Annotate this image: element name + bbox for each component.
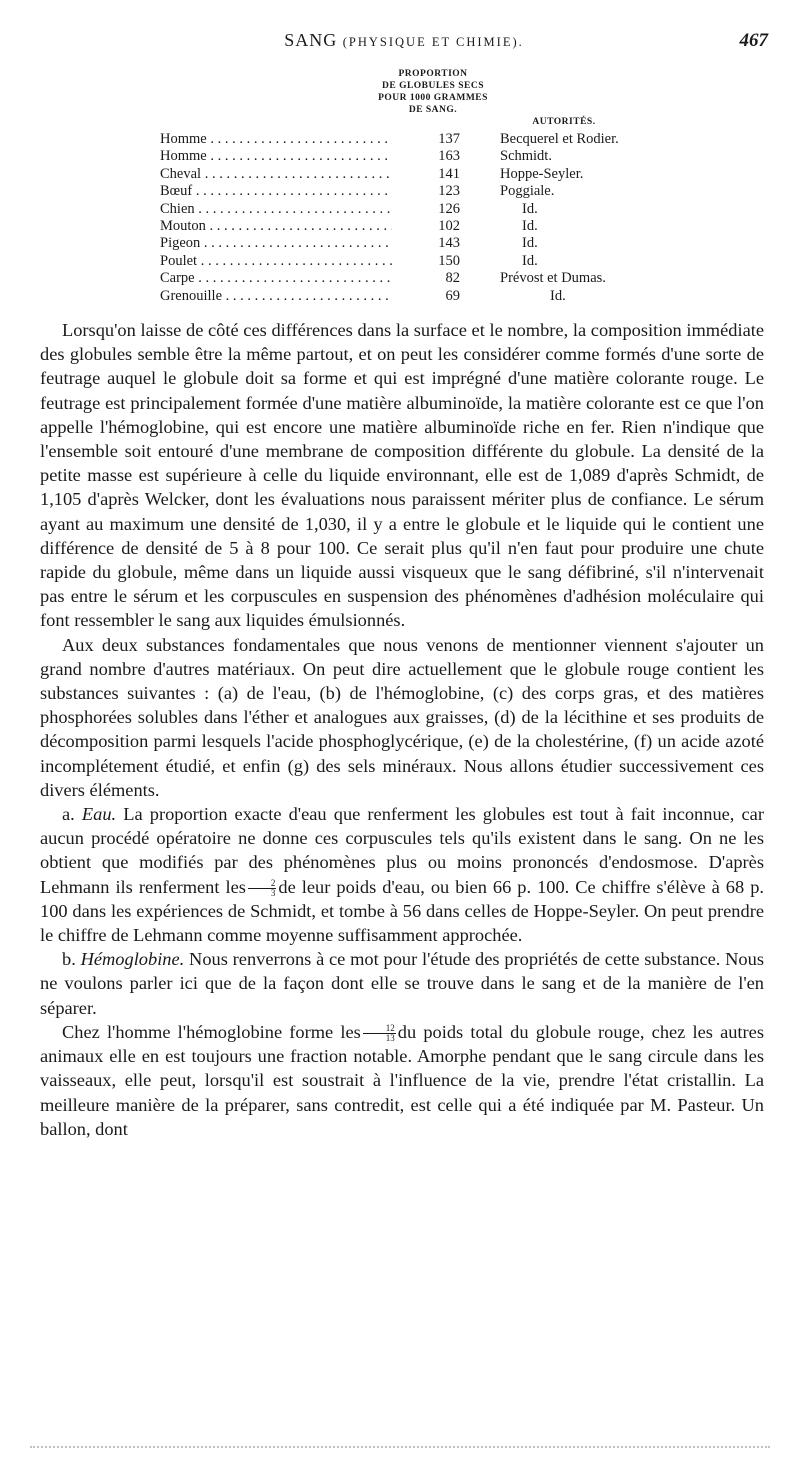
footer-scan-artifact [30,1446,770,1448]
running-head-title: SANG [284,30,338,50]
table-row [160,183,680,200]
authority: Id. [550,287,566,304]
fraction-denominator: 3 [270,887,276,898]
animal-name: Pigeon . . . [160,235,392,252]
running-head [40,30,768,51]
animal-name: Mouton . . . [160,218,392,235]
paragraph-text: Chez l'homme l'hémoglobine forme les [62,1021,361,1042]
running-head-subtitle: (PHYSIQUE ET CHIMIE). [342,35,524,49]
table-row [160,201,680,218]
authority: Id. [522,217,538,234]
page-header [40,30,768,56]
authority: Hoppe-Seyler. [500,165,584,182]
animal-name: Chien . . . [160,201,392,218]
paragraph-text: La proportion exacte d'eau que renferment les globules est tout à fait inconnue, car aucun procédé opératoire ne donne ces corpuscules tels qu'ils existent dans le sang. On ne les obtient que modifiés par des phénomènes plus ou moins prononcés d'endosmose. D'après Lehmann ils renferment les [40,804,764,897]
authority: Id. [522,252,538,269]
paragraph [40,947,764,1020]
fraction-numerator: 12 [363,1024,396,1034]
authority: Becquerel et Rodier. [500,131,619,147]
animal-name: Homme . . . [160,148,392,165]
section-letter: a. [62,804,75,825]
column-header-line: DE GLOBULES SECS [382,81,484,91]
animal-name: Bœuf . . . [160,183,392,200]
column-header-line: POUR 1000 GRAMMES [378,93,488,103]
fraction [363,1024,396,1043]
animal-name: Poulet . . . [160,253,392,270]
animal-name: Homme . . . [160,131,392,148]
column-header-line: DE SANG. [408,105,458,115]
paragraph [40,1020,764,1141]
paragraph-text: de leur poids d'eau, ou bien 66 p. 100. Ce chiffre s'élève à 68 p. 100 dans les expériences de Schmidt, et tombe à 56 dans celles de Hoppe-Seyler. On peut prendre le chiffre de Lehmann comme moyenne suffisamment approchée. [40,876,764,946]
table-row [160,148,680,165]
authority: Id. [522,200,538,217]
paragraph: Aux deux substances fondamentales que nous venons de mentionner viennent s'ajouter un grand nombre d'autres matériaux. On peut dire actuellement que le globule rouge contient les substances suivantes : (a) de l'eau, (b) de l'hémoglobine, (c) des corps gras, et des matières phosphorées solubles dans l'éther et analogues aux graisses, (d) de la lécithine et ses produits de décomposition parmi lesquels l'acide phosphoglycérique, (e) de la cholestérine, (f) un acide azoté incomplétement étudié, et enfin (g) des sels minéraux. Nous allons étudier successivement ces divers éléments. [40,634,764,800]
fraction [248,879,277,898]
section-term: Eau. [81,804,117,825]
fraction-denominator: 13 [385,1033,395,1044]
animal-name: Grenouille . . . [160,288,392,305]
proportion-value: 123 [396,183,460,200]
animal-name: Carpe . . . [160,270,392,287]
table-row [160,235,680,252]
proportion-value: 126 [396,201,460,218]
proportion-value: 163 [396,148,460,165]
table-column-header-proportion [356,68,510,116]
table-row [160,218,680,235]
authority: Poggiale. [500,183,555,200]
body-text [40,318,764,1141]
fraction-numerator: 2 [248,879,277,889]
proportion-value: 143 [396,235,460,252]
paragraph-text: du poids total du globule rouge, chez les autres animaux elle en est toujours une fraction notable. Amorphe pendant que le sang circule dans les vaisseaux, elle peut, lorsqu'il est soustrait à l'influence de la vie, prendre l'état cristallin. La meilleure manière de la préparer, sans contredit, est celle qui a été indiquée par M. Pasteur. Un ballon, dont [40,1021,764,1139]
paragraph-text: Nous renverrons à ce mot pour l'étude des propriétés de cette substance. Nous ne voulons parler ici que de la façon dont elle se trouve dans le sang et de la manière de l'en séparer. [40,949,764,1018]
proportion-value: 150 [396,253,460,270]
table-row [160,288,680,305]
proportion-value: 141 [396,166,460,183]
paragraph [40,802,764,947]
column-header-line: PROPORTION [398,69,468,79]
page-number: 467 [739,30,768,51]
authority: Id. [522,235,538,252]
paragraph: Lorsqu'on laisse de côté ces différences dans la surface et le nombre, la composition immédiate des globules semble être la même partout, et on peut les considérer comme formés d'une sorte de feutrage auquel le globule doit sa forme et qui est imprégné d'une matière colorante rouge. Le feutrage est principalement formée d'une matière albuminoïde, la matière colorante est ce que l'on appelle l'hémoglobine, qui est encore une matière albuminoïde riche en fer. Rien n'indique que l'ensemble soit entouré d'une membrane de composition différente du globule. La densité de la petite masse est supérieure à celle du liquide environnant, elle est de 1,089 d'après Schmidt, de 1,105 d'après Welcker, dont les évaluations nous paraissent mériter plus de confiance. Le sérum ayant au maximum une densité de 1,030, il y a entre le globule et le liquide qui le contient une différence de densité de 5 à 8 pour 100. Ce serait plus qu'il n'en faut pour produire une chute rapide du globule, même dans un liquide aussi visqueux que le sang défibriné, s'il n'intervenait pas entre le sérum et les corpuscules en suspension des phénomènes d'adhésion moléculaire qui font ressembler le sang aux liquides émulsionnés. [40,320,764,631]
table-row [160,166,680,183]
table-row [160,270,680,287]
section-term: Hémoglobine. [80,949,185,970]
proportion-value: 82 [396,270,460,287]
authority: Prévost et Dumas. [500,270,606,287]
proportion-value: 102 [396,218,460,235]
table-row [160,253,680,270]
animal-name: Cheval . . . [160,166,392,183]
proportion-value: 137 [396,131,460,148]
table-row [160,131,680,148]
section-letter: b. [62,949,76,970]
authority: Schmidt. [500,148,552,165]
globule-proportion-table [160,131,680,305]
proportion-value: 69 [396,288,460,305]
table-column-header-authorities: AUTORITÉS. [532,117,596,127]
